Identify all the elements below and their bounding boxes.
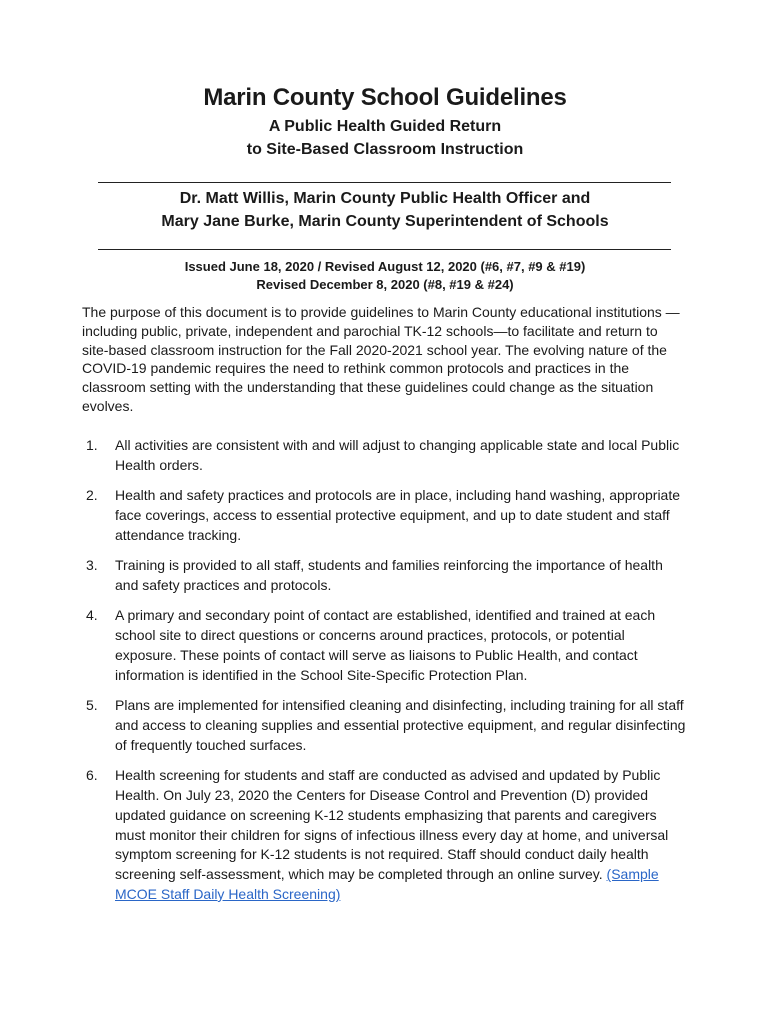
list-item <box>82 486 687 545</box>
document-title: Marin County School Guidelines <box>203 84 567 111</box>
list-item <box>82 606 687 685</box>
author-line-2: Mary Jane Burke, Marin County Superintendent of Schools <box>161 213 609 230</box>
list-item <box>82 556 687 596</box>
divider-top <box>98 182 671 183</box>
list-item-text: Training is provided to all staff, students and families reinforcing the importance of health and safety practices and protocols. <box>115 557 663 593</box>
author-line-1: Dr. Matt Willis, Marin County Public Health Officer and <box>179 190 591 207</box>
list-item-text: Plans are implemented for intensified cleaning and disinfecting, including training for all staff and access to cleaning supplies and essential protective equipment, and regular disinfecting of frequently touched surfaces. <box>115 697 686 753</box>
revised-date-line: Revised December 8, 2020 (#8, #19 & #24) <box>256 277 514 292</box>
list-item-text: Health and safety practices and protocols are in place, including hand washing, appropriate face coverings, access to essential protective equipment, and up to date student and staff attendance tracking. <box>115 487 681 543</box>
guidelines-list <box>82 436 687 915</box>
list-item <box>82 436 687 476</box>
list-item <box>82 766 687 905</box>
list-item-number: 5. <box>86 697 98 714</box>
divider-bottom <box>98 249 671 250</box>
list-item-text: A primary and secondary point of contact are established, identified and trained at each school site to direct questions or concerns around practices, protocols, or potential exposure. These points of contact will serve as liaisons to Public Health, and contact information is identified in the School Site-Specific Protection Plan. <box>115 607 656 683</box>
list-item-number: 2. <box>86 487 98 504</box>
list-item-text: Health screening for students and staff are conducted as advised and updated by Public Health. On July 23, 2020 the Centers for Disease Control and Prevention (D) provided updated guidance on screening K-12 students emphasizing that parents and caregivers must monitor their children for signs of infectious illness every day at home, and universal symptom screening for K-12 students is not required. Staff should conduct daily health screening self-assessment, which may be completed through an online survey. <box>115 767 669 883</box>
list-item-number: 4. <box>86 607 98 624</box>
intro-paragraph: The purpose of this document is to provide guidelines to Marin County educational institutions — including public, private, independent and parochial TK-12 schools—to facilitate and return to site-based classroom instruction for the Fall 2020-2021 school year. The evolving nature of the COVID-19 pandemic requires the need to rethink common protocols and practices in the classroom setting with the understanding that these guidelines could change as the situation evolves. <box>82 304 680 414</box>
list-item-number: 6. <box>86 767 98 784</box>
list-item-text: All activities are consistent with and will adjust to changing applicable state and local Public Health orders. <box>115 437 680 473</box>
list-item-number: 3. <box>86 557 98 574</box>
list-item-number: 1. <box>86 437 98 453</box>
subtitle-line-2: to Site-Based Classroom Instruction <box>246 141 524 158</box>
list-item <box>82 696 687 755</box>
staff-screening-link[interactable]: (Sample MCOE Staff Daily Health Screening) <box>115 866 659 902</box>
issued-date-line: Issued June 18, 2020 / Revised August 12, 2020 (#6, #7, #9 & #19) <box>184 259 586 274</box>
subtitle-line-1: A Public Health Guided Return <box>268 118 502 135</box>
